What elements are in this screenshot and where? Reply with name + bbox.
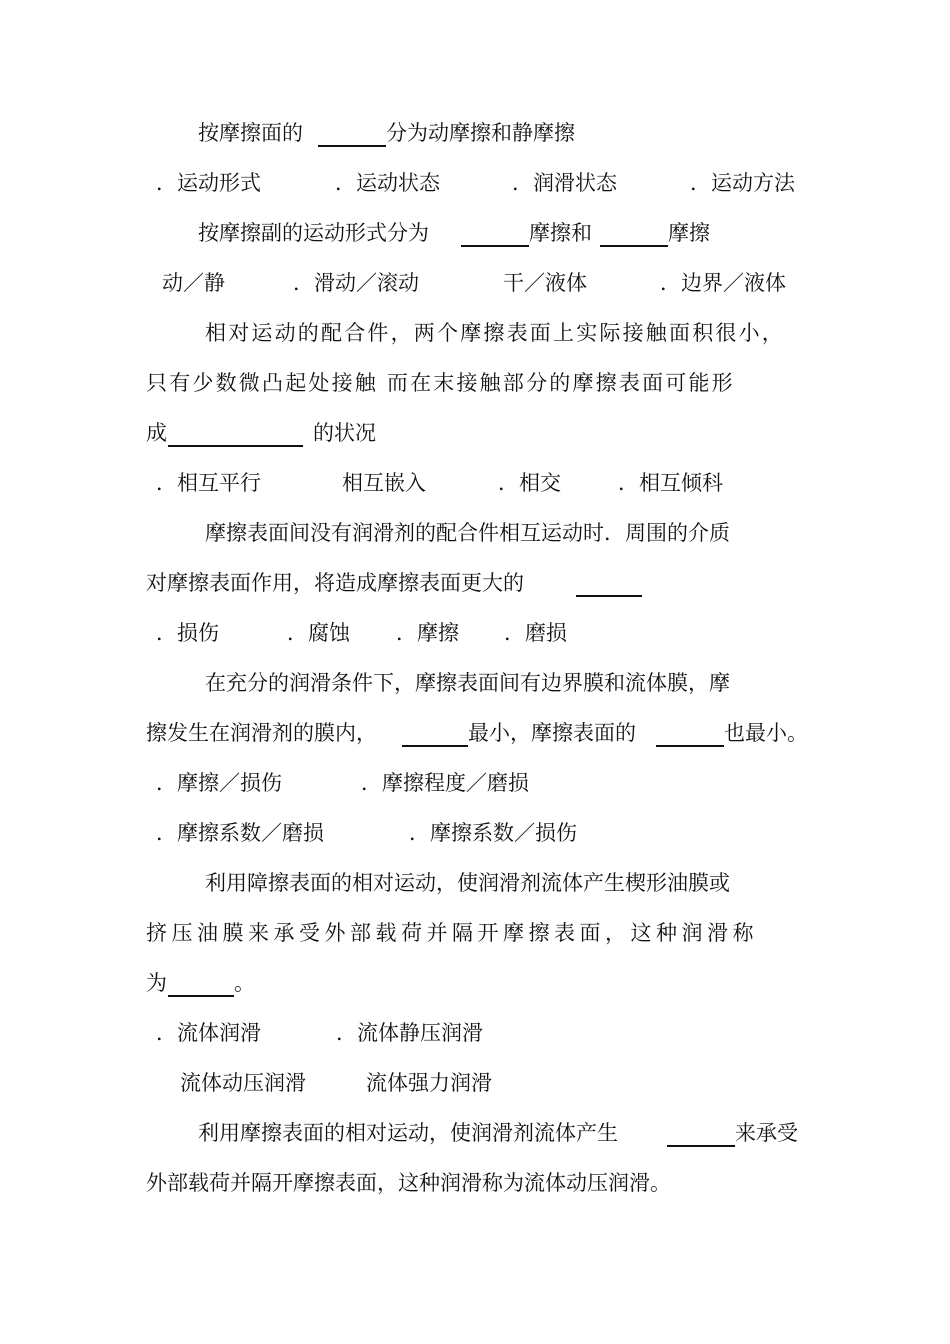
q3-option-c: ．相交 xyxy=(498,471,561,495)
q3-option-a: ．相互平行 xyxy=(156,471,261,495)
q2-answer-blank-2 xyxy=(600,218,668,247)
q7-answer-blank xyxy=(667,1118,735,1147)
q5-stem-text-2c: 也最小。 xyxy=(724,721,808,745)
q7-stem-text-2: 外部载荷并隔开摩擦表面，这种润滑称为流体动压润滑。 xyxy=(146,1171,671,1195)
q3-stem-text-3b: 的状况 xyxy=(313,421,376,445)
q6-stem-text-2: 挤压油膜来承受外部载荷并隔开摩擦表面，这种润滑称 xyxy=(146,921,758,945)
q2-stem-text-a: 按摩擦副的运动形式分为 xyxy=(198,221,429,245)
q1-option-a: ．运动形式 xyxy=(156,171,261,195)
q5-stem-text-2a: 擦发生在润滑剂的膜内， xyxy=(146,721,377,745)
q6-stem-text-3a: 为 xyxy=(146,971,167,995)
q2-stem-text-b: 摩擦和 xyxy=(529,221,592,245)
q1-option-b: ．运动状态 xyxy=(335,171,440,195)
q1-answer-blank xyxy=(318,118,386,147)
q4-option-c: ．摩擦 xyxy=(396,621,459,645)
q6-option-d: 流体强力润滑 xyxy=(366,1071,492,1095)
q4-option-a: ．损伤 xyxy=(156,621,219,645)
q2-option-d: ．边界／液体 xyxy=(660,271,786,295)
q4-option-b: ．腐蚀 xyxy=(287,621,350,645)
q4-stem-text-1: 摩擦表面间没有润滑剂的配合件相互运动时．周围的介质 xyxy=(205,521,730,545)
q5-stem-text-1: 在充分的润滑条件下，摩擦表面间有边界膜和流体膜，摩 xyxy=(205,671,730,695)
q1-stem-text-a: 按摩擦面的 xyxy=(198,121,303,145)
q1-option-d: ．运动方法 xyxy=(690,171,795,195)
q7-stem-text-1b: 来承受 xyxy=(735,1121,798,1145)
q3-option-d: ．相互倾科 xyxy=(618,471,723,495)
q6-answer-blank xyxy=(168,968,234,997)
q7-stem-text-1a: 利用摩擦表面的相对运动，使润滑剂流体产生 xyxy=(198,1121,618,1145)
q3-stem-text-2: 只有少数微凸起处接触 而在末接触部分的摩擦表面可能形 xyxy=(146,371,735,395)
q3-answer-blank xyxy=(168,418,303,447)
q4-stem-text-2: 对摩擦表面作用，将造成摩擦表面更大的 xyxy=(146,571,524,595)
q2-stem-text-c: 摩擦 xyxy=(668,221,710,245)
q5-answer-blank-1 xyxy=(402,718,468,747)
q3-option-b: 相互嵌入 xyxy=(342,471,426,495)
q5-option-a: ．摩擦／损伤 xyxy=(156,771,282,795)
q5-option-b: ．摩擦程度／磨损 xyxy=(361,771,529,795)
q2-option-c: 干／液体 xyxy=(503,271,587,295)
q2-option-a: 动／静 xyxy=(162,271,225,295)
q2-option-b: ．滑动／滚动 xyxy=(293,271,419,295)
q1-option-c: ．润滑状态 xyxy=(512,171,617,195)
q6-stem-text-3b: 。 xyxy=(234,971,255,995)
q5-option-d: ．摩擦系数／损伤 xyxy=(409,821,577,845)
q6-option-c: 流体动压润滑 xyxy=(180,1071,306,1095)
q5-option-c: ．摩擦系数／磨损 xyxy=(156,821,324,845)
q6-option-b: ．流体静压润滑 xyxy=(336,1021,483,1045)
q6-stem-text-1: 利用障擦表面的相对运动，使润滑剂流体产生楔形油膜或 xyxy=(205,871,730,895)
q3-stem-text-3a: 成 xyxy=(146,421,167,445)
q4-option-d: ．磨损 xyxy=(504,621,567,645)
q2-answer-blank-1 xyxy=(461,218,529,247)
q3-stem-text-1: 相对运动的配合件，两个摩擦表面上实际接触面积很小， xyxy=(205,321,785,345)
q5-answer-blank-2 xyxy=(656,718,724,747)
q5-stem-text-2b: 最小，摩擦表面的 xyxy=(468,721,636,745)
q4-answer-blank xyxy=(576,568,642,597)
q6-option-a: ．流体润滑 xyxy=(156,1021,261,1045)
q1-stem-text-b: 分为动摩擦和静摩擦 xyxy=(386,121,575,145)
